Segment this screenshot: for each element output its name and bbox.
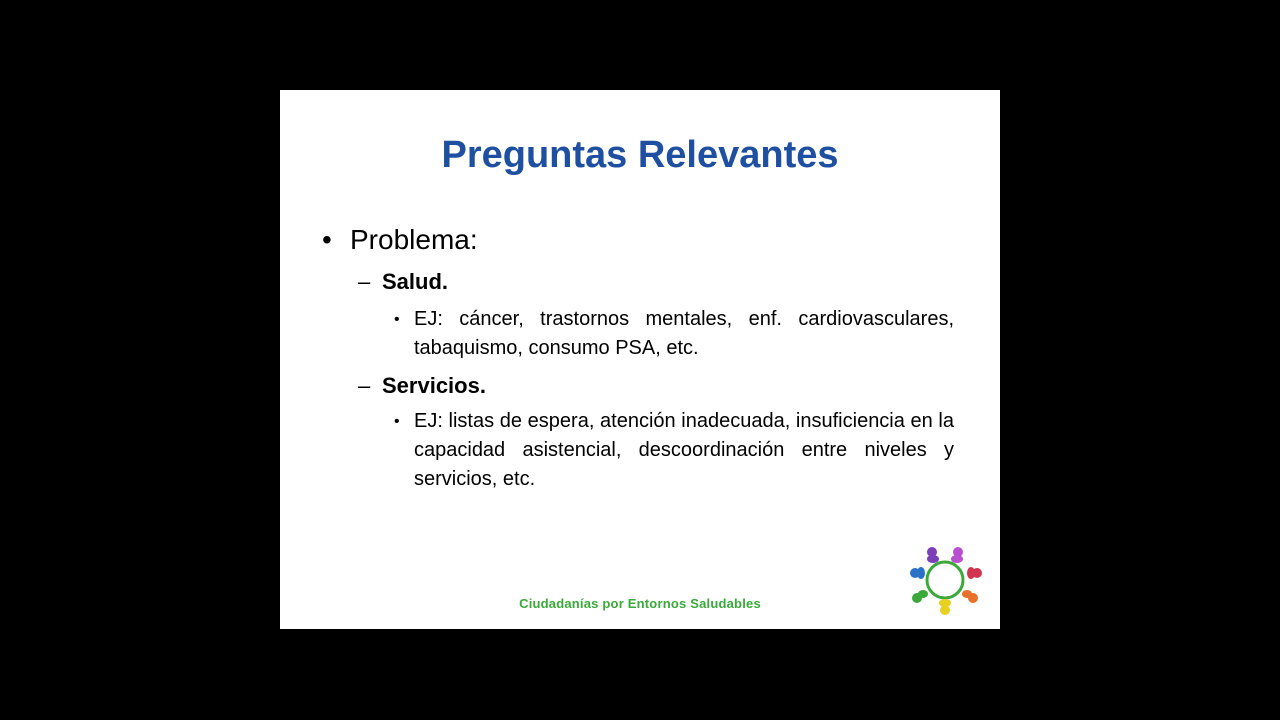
example-salud-text: EJ: cáncer, trastornos mentales, enf. cardiovasculares, tabaquismo, consumo PSA, etc. (414, 308, 954, 359)
bullet-problema (322, 223, 478, 257)
slide-footer: Ciudadanías por Entornos Saludables (519, 596, 761, 611)
dash-icon: – (358, 269, 371, 294)
example-servicios (394, 407, 954, 494)
presentation-slide (280, 90, 1000, 629)
slide-content (280, 90, 1000, 629)
example-servicios-text: EJ: listas de espera, atención inadecuada, insuficiencia en la capacidad asistencial, descoordinación entre niveles y servicios, etc. (414, 410, 954, 490)
bullet-dot-icon: • (394, 413, 400, 430)
sub-bullet-salud (358, 268, 448, 296)
dash-icon: – (358, 373, 371, 398)
people-circle-logo-icon (905, 540, 985, 620)
bullet-dot-icon: • (322, 224, 332, 255)
sub-bullet-servicios-label: Servicios. (382, 373, 486, 398)
slide-title: Preguntas Relevantes (441, 134, 839, 176)
bullet-dot-icon: • (394, 311, 400, 328)
example-salud (394, 305, 954, 363)
sub-bullet-servicios (358, 372, 486, 400)
bullet-problema-label: Problema: (350, 224, 478, 255)
sub-bullet-salud-label: Salud. (382, 269, 449, 294)
